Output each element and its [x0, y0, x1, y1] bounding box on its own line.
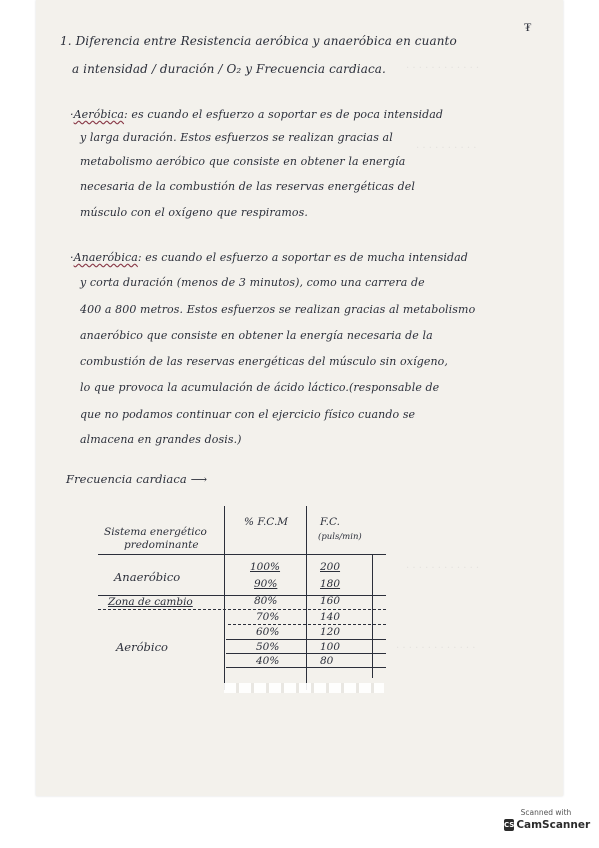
row-rule-dashed [228, 624, 386, 625]
aerobica-first-line: ·Aeróbica: es cuando el esfuerzo a soportar es de poca intensidad [70, 108, 444, 121]
fc-cell: 200 [320, 561, 341, 573]
anaerobica-line: combustión de las reservas energéticas del músculo sin oxígeno, [80, 355, 448, 368]
aerobica-line: : es cuando el esfuerzo a soportar es de poca intensidad [124, 108, 444, 121]
anaerobica-first-line: ·Anaeróbica: es cuando el esfuerzo a soportar es de mucha intensidad [70, 251, 468, 264]
camscanner-logo-icon: CS [504, 821, 515, 829]
title-line-1: 1. Diferencia entre Resistencia aeróbica y anaeróbica en cuanto [60, 34, 457, 48]
anaerobica-line: y corta duración (menos de 3 minutos), como una carrera de [80, 276, 425, 289]
fc-cell: 120 [320, 626, 341, 638]
aerobica-term: Aeróbica [73, 108, 125, 121]
aerobica-line: y larga duración. Estos esfuerzos se realizan gracias al [80, 131, 393, 144]
header-rule [98, 554, 386, 555]
fc-cell: 100 [320, 641, 341, 653]
camscanner-name: CamScanner [516, 819, 591, 831]
bleed-through: . . . . . . . . . . . . [406, 60, 480, 71]
fc-cell: 180 [320, 578, 341, 590]
header-fcm: % F.C.M [244, 516, 289, 528]
pct-cell: 100% [250, 561, 281, 573]
pct-cell: 50% [256, 641, 280, 653]
anaerobica-line: anaeróbico que consiste en obtener la energía necesaria de la [80, 329, 433, 342]
scanned-page [36, 0, 563, 796]
column-divider [372, 554, 373, 678]
pct-cell: 90% [254, 578, 278, 590]
system-anaerobico: Anaeróbico [114, 570, 181, 584]
system-zona-cambio: Zona de cambio [108, 596, 193, 608]
row-rule [226, 667, 386, 668]
header-sistema: Sistema energético [104, 526, 207, 538]
scanned-with-caption: Scanned with [520, 808, 572, 817]
anaerobica-line: : es cuando el esfuerzo a soportar es de mucha intensidad [137, 251, 468, 264]
anaerobica-line: lo que provoca la acumulación de ácido láctico.(responsable de [80, 381, 440, 394]
header-fc: F.C. [320, 516, 340, 528]
aerobica-line: metabolismo aeróbico que consiste en obtener la energía [80, 155, 406, 168]
fc-cell: 160 [320, 595, 341, 607]
fc-cell: 80 [320, 655, 334, 667]
pct-cell: 40% [256, 655, 280, 667]
bleed-through: . . . . . . . . . . . . [406, 560, 480, 571]
header-fc-unit: (puls/min) [318, 532, 362, 542]
row-rule [226, 653, 386, 654]
column-divider [306, 506, 307, 690]
system-aerobico: Aeróbico [116, 640, 168, 654]
anaerobica-term: Anaeróbica [73, 251, 138, 264]
pct-cell: 60% [256, 626, 280, 638]
bleed-through: . . . . . . . . . . . . . [396, 640, 476, 651]
anaerobica-line: que no podamos continuar con el ejercicio físico cuando se [80, 408, 416, 421]
header-sistema: predominante [124, 539, 199, 551]
aerobica-line: músculo con el oxígeno que respiramos. [80, 206, 308, 219]
title-line-2: a intensidad / duración / O₂ y Frecuencia cardiaca. [72, 62, 386, 76]
aerobica-line: necesaria de la combustión de las reservas energéticas del [80, 180, 415, 193]
corner-mark: ₮ [524, 20, 532, 34]
anaerobica-line: almacena en grandes dosis.) [80, 433, 242, 446]
row-rule-dashed [98, 609, 386, 610]
fc-cell: 140 [320, 611, 341, 623]
bleed-through: . . . . . . . . . . [416, 140, 477, 151]
row-rule [226, 639, 386, 640]
camscanner-watermark [504, 808, 591, 831]
column-divider [224, 506, 225, 690]
anaerobica-line: 400 a 800 metros. Estos esfuerzos se realizan gracias al metabolismo [80, 303, 476, 316]
scan-smudge [224, 683, 384, 693]
pct-cell: 70% [256, 611, 280, 623]
pct-cell: 80% [254, 595, 278, 607]
frecuencia-heading: Frecuencia cardiaca ⟶ [66, 472, 208, 486]
